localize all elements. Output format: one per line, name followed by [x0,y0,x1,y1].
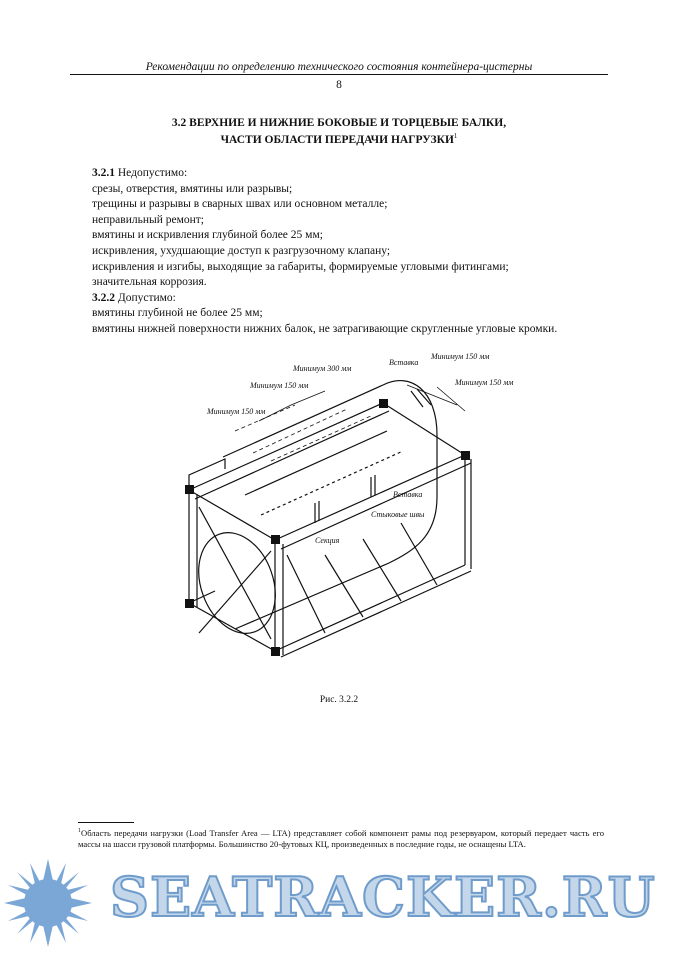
section-title-line2: ЧАСТИ ОБЛАСТИ ПЕРЕДАЧИ НАГРУЗКИ$^1$ [220,132,458,146]
label-butt-welds: Стыковые швы [371,510,425,519]
page-number: 8 [336,79,342,91]
running-title: Рекомендации по определению технического состояния контейнера-цистерны [145,61,533,73]
label-section: Секция [315,536,340,545]
footnote-ref: 1 [453,132,458,140]
figure-caption: Рис. 3.2.2 [319,695,359,705]
clause-321-item: значительная коррозия. [92,276,207,289]
label-min150-a: Минимум 150 мм [250,381,309,390]
label-insert-mid: Вставка [393,490,423,499]
label-min150-b: Минимум 150 мм [207,407,266,416]
label-min300: Минимум 300 мм [293,364,352,373]
section-title-line1: 3.2 ВЕРХНИЕ И НИЖНИЕ БОКОВЫЕ И ТОРЦЕВЫЕ БАЛКИ, [171,117,507,129]
clause-321-item: неправильный ремонт; [92,213,205,226]
clause-322-item: вмятины нижней поверхности нижних балок, не затрагивающие скругленные угловые кромки. [92,322,558,335]
label-insert-top: Вставка [389,358,419,367]
clause-321-item: искривления и изгибы, выходящие за габариты, формируемые угловыми фитингами; [92,260,509,273]
label-min150-c: Минимум 150 мм [431,352,490,361]
section-title [120,117,558,147]
footnote-marker: 1 [78,828,81,834]
clause-321-item: вмятины и искривления глубиной более 25 мм; [92,229,323,242]
body-text [92,166,622,338]
watermark-text: SEATRACKER.RU [110,865,656,929]
footnote-rule [78,822,134,823]
clause-321-item: искривления, ухудшающие доступ к разгрузочному клапану; [92,244,391,257]
clause-322-item: вмятины глубиной не более 25 мм; [92,307,263,320]
header-rule [70,74,608,75]
clause-321-heading: 3.2.1 Недопустимо: [92,167,188,179]
label-min150-d: Минимум 150 мм [455,378,514,387]
clause-321-item: трещины и разрывы в сварных швах или основном металле; [92,198,388,211]
clause-321-item: срезы, отверстия, вмятины или разрывы; [92,182,293,195]
tank-container-figure [175,345,514,675]
clause-322-heading: 3.2.2 Допустимо: [92,291,176,304]
footnote: $^1$Область передачи нагрузки (Load Transfer Area — LTA) представляет собой компонент рамы под резервуаром, который передает часть его массы на шасси грузовой платформы. Большинство 20-футовых КЦ, произведенных в последние годы, не оснащены LTA. [78,827,604,849]
